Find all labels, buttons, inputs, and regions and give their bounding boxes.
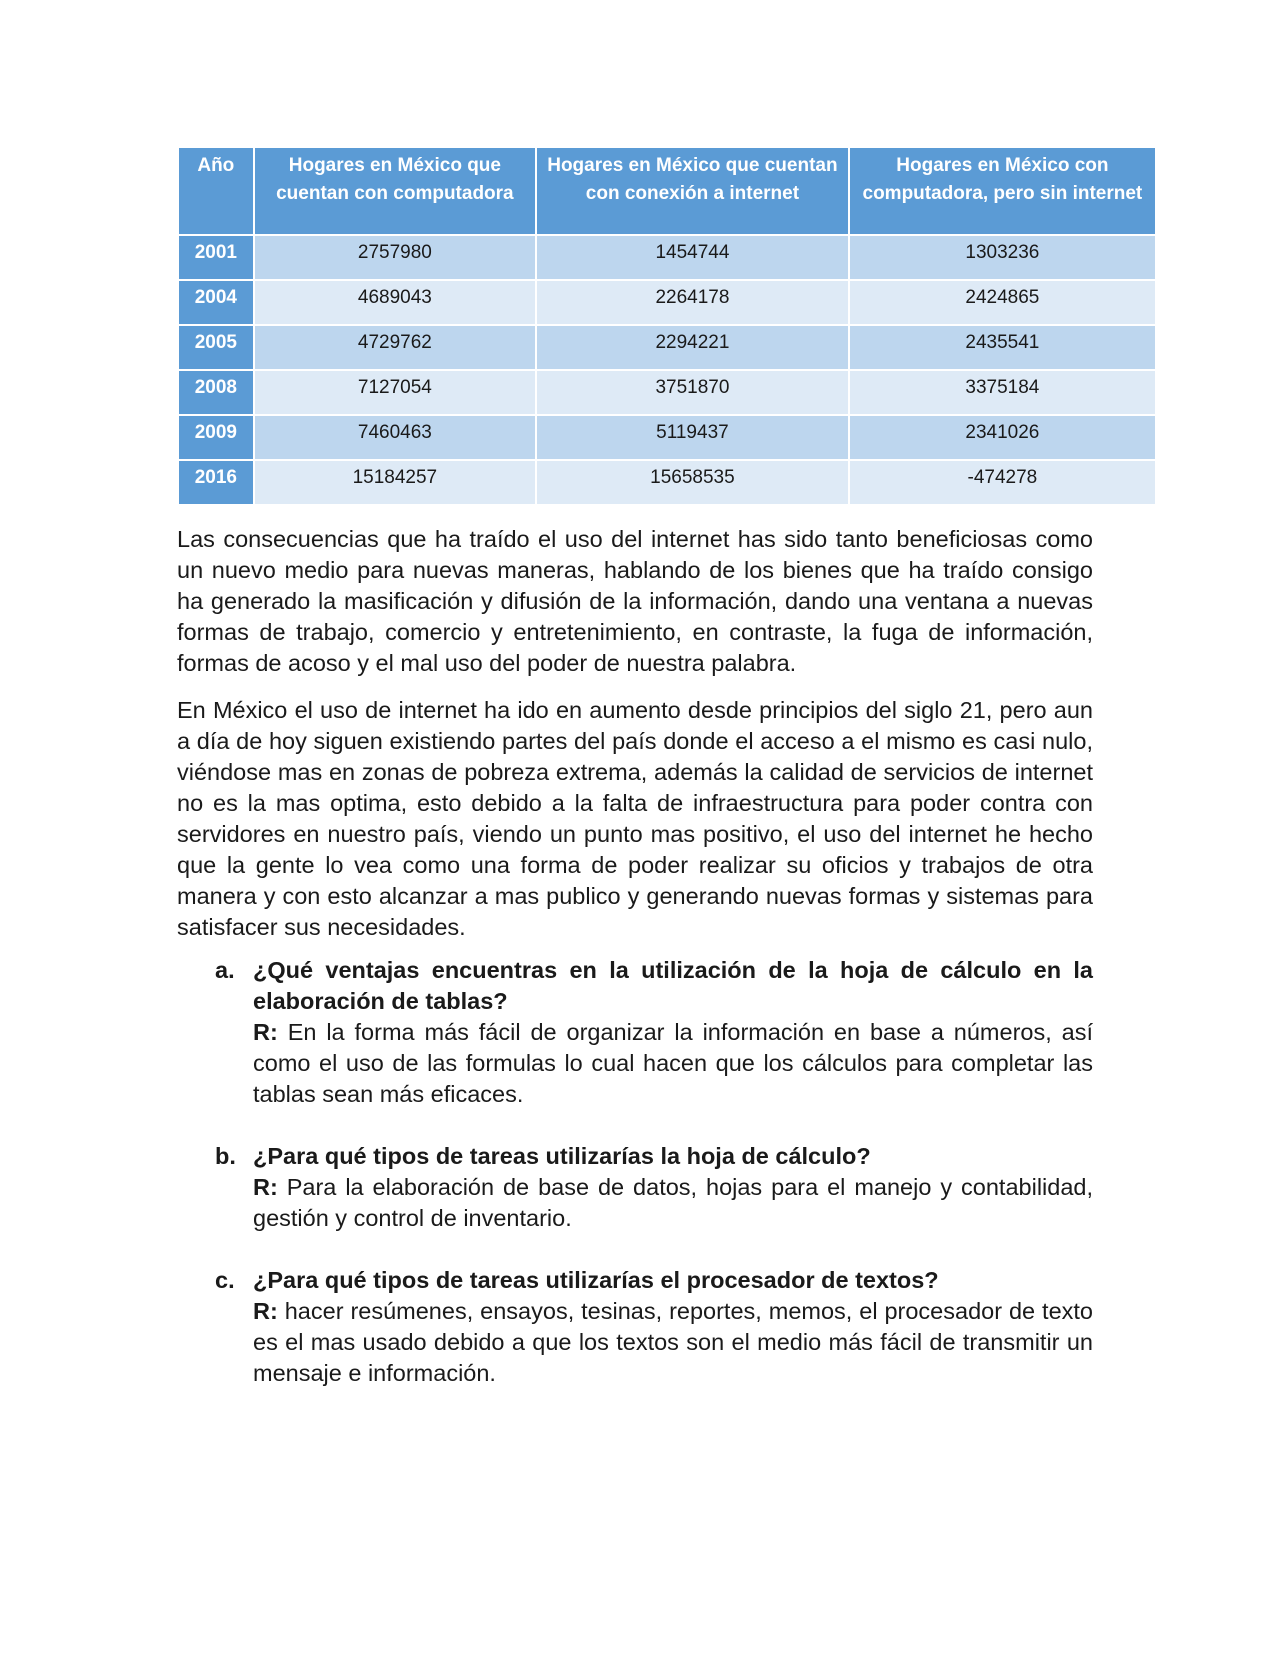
cell-internet: 5119437 <box>536 415 849 460</box>
question-text: ¿Para qué tipos de tareas utilizarías la hoja de cálculo? <box>253 1143 871 1169</box>
question-text: ¿Para qué tipos de tareas utilizarías el procesador de textos? <box>253 1267 939 1293</box>
list-item <box>177 955 1093 1110</box>
list-marker: a. <box>215 957 235 983</box>
cell-computadora: 7127054 <box>254 370 536 415</box>
answer-label: R: <box>253 1174 278 1200</box>
answer-label: R: <box>253 1019 278 1045</box>
cell-year: 2001 <box>178 235 254 280</box>
list-marker: b. <box>215 1143 236 1169</box>
cell-internet: 3751870 <box>536 370 849 415</box>
cell-computadora: 7460463 <box>254 415 536 460</box>
cell-sin-internet: 1303236 <box>849 235 1156 280</box>
question-text: ¿Qué ventajas encuentras en la utilización de la hoja de cálculo en la elaboración de tablas? <box>253 957 1093 1014</box>
cell-year: 2016 <box>178 460 254 505</box>
list-marker: c. <box>215 1267 235 1293</box>
cell-internet: 2294221 <box>536 325 849 370</box>
cell-year: 2004 <box>178 280 254 325</box>
cell-computadora: 15184257 <box>254 460 536 505</box>
cell-internet: 15658535 <box>536 460 849 505</box>
cell-sin-internet: 2341026 <box>849 415 1156 460</box>
header-year: Año <box>178 147 254 235</box>
table-row <box>178 280 1156 325</box>
answer-text: En la forma más fácil de organizar la información en base a números, así como el uso de las formulas lo cual hacen que los cálculos para completar las tablas sean más eficaces. <box>253 1019 1093 1107</box>
table-row <box>178 325 1156 370</box>
table-row <box>178 235 1156 280</box>
table-row <box>178 370 1156 415</box>
question-list <box>177 955 1093 1420</box>
cell-sin-internet: 3375184 <box>849 370 1156 415</box>
cell-computadora: 4689043 <box>254 280 536 325</box>
table-row <box>178 460 1156 505</box>
answer-label: R: <box>253 1298 278 1324</box>
paragraph-mexico: En México el uso de internet ha ido en aumento desde principios del siglo 21, pero aun a día de hoy siguen existiendo partes del país donde el acceso a el mismo es casi nulo, viéndose mas en zonas de pobreza extrema, además la calidad de servicios de internet no es la mas optima, esto debido a la falta de infraestructura para poder contra con servidores en nuestro país, viendo un punto mas positivo, el uso del internet he hecho que la gente lo vea como una forma de poder realizar su oficios y trabajos de otra manera y con esto alcanzar a mas publico y generando nuevas formas y sistemas para satisfacer sus necesidades. <box>177 697 1093 940</box>
table-row <box>178 415 1156 460</box>
households-table <box>177 146 1157 506</box>
answer-text: hacer resúmenes, ensayos, tesinas, reportes, memos, el procesador de texto es el mas usado debido a que los textos son el medio más fácil de transmitir un mensaje e información. <box>253 1298 1093 1386</box>
cell-internet: 1454744 <box>536 235 849 280</box>
cell-sin-internet: 2435541 <box>849 325 1156 370</box>
list-item <box>177 1265 1093 1389</box>
cell-computadora: 2757980 <box>254 235 536 280</box>
header-internet: Hogares en México que cuentan con conexión a internet <box>536 147 849 235</box>
answer-text: Para la elaboración de base de datos, hojas para el manejo y contabilidad, gestión y control de inventario. <box>253 1174 1093 1231</box>
header-computadora: Hogares en México que cuentan con computadora <box>254 147 536 235</box>
cell-year: 2008 <box>178 370 254 415</box>
cell-computadora: 4729762 <box>254 325 536 370</box>
cell-year: 2005 <box>178 325 254 370</box>
cell-sin-internet: -474278 <box>849 460 1156 505</box>
list-item <box>177 1141 1093 1234</box>
cell-year: 2009 <box>178 415 254 460</box>
cell-internet: 2264178 <box>536 280 849 325</box>
cell-sin-internet: 2424865 <box>849 280 1156 325</box>
header-sin-internet: Hogares en México con computadora, pero sin internet <box>849 147 1156 235</box>
table-header-row <box>178 147 1156 235</box>
paragraph-consequences: Las consecuencias que ha traído el uso del internet has sido tanto beneficiosas como un nuevo medio para nuevas maneras, hablando de los bienes que ha traído consigo ha generado la masificación y difusión de la información, dando una ventana a nuevas formas de trabajo, comercio y entretenimiento, en contraste, la fuga de información, formas de acoso y el mal uso del poder de nuestra palabra. <box>177 526 1093 676</box>
